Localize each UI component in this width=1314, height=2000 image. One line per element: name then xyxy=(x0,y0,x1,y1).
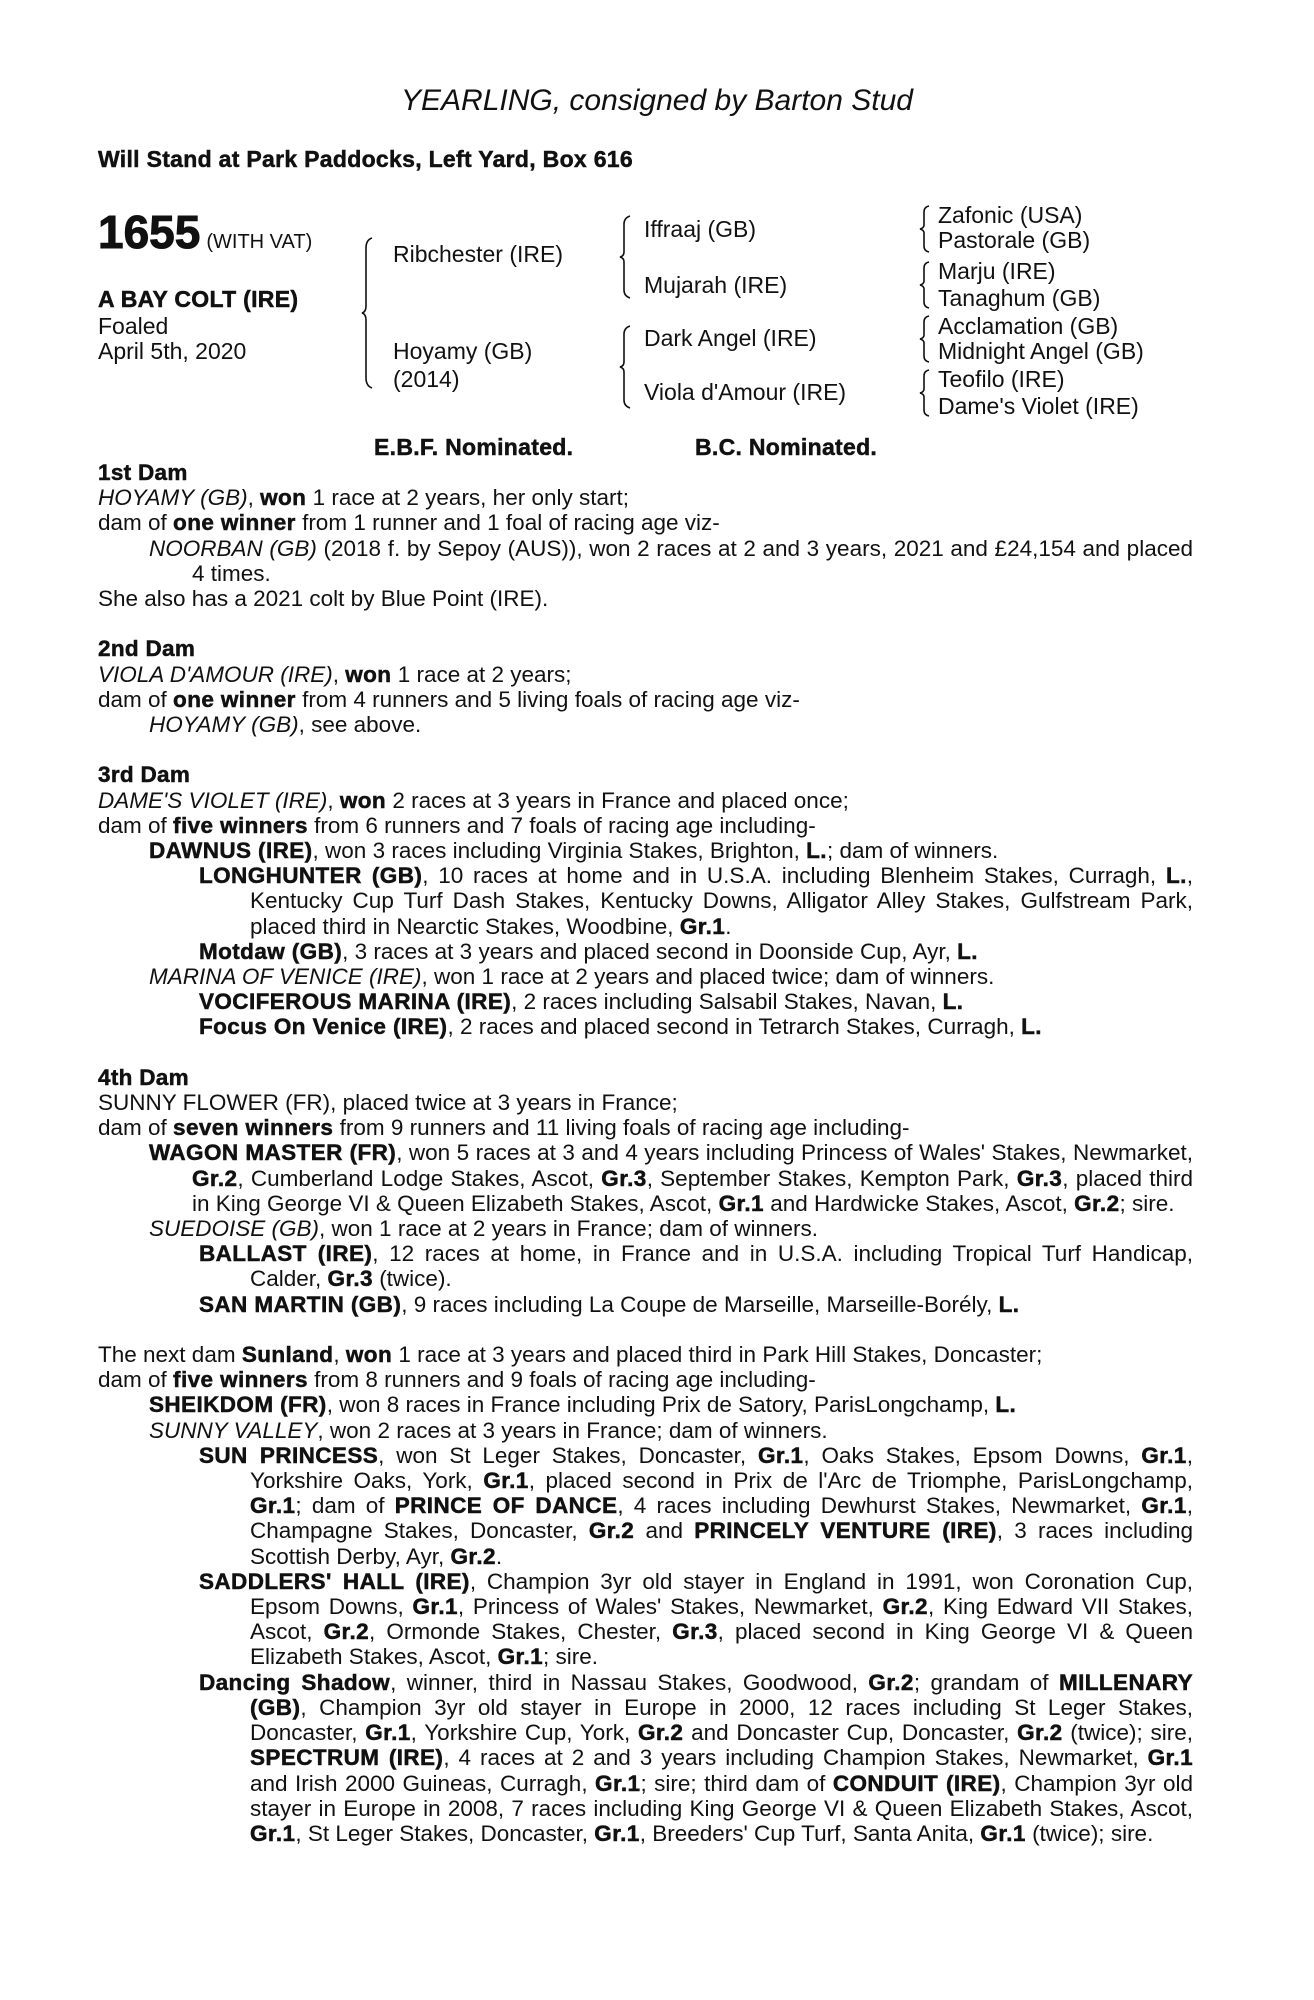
foaled-date: April 5th, 2020 xyxy=(98,338,247,364)
text: , won 1 race at 2 years and placed twice; dam of winners. xyxy=(421,964,995,990)
bold-text: L. xyxy=(995,1392,1017,1418)
bold-text: DAWNUS (IRE) xyxy=(149,838,313,864)
pedigree-entry xyxy=(98,1392,1193,1417)
bold-text: SPECTRUM (IRE) xyxy=(250,1745,444,1771)
text: from 9 runners and 11 living foals of racing age including- xyxy=(333,1115,910,1141)
bold-text: Gr.2 xyxy=(868,1669,914,1695)
bold-text: Gr.1 xyxy=(980,1820,1026,1846)
bold-text: L. xyxy=(1021,1014,1042,1040)
italic-name: HOYAMY (GB) xyxy=(149,712,299,738)
grandsire-paternal: Iffraaj (GB) xyxy=(644,216,757,242)
ancestor-gen3: Zafonic (USA) xyxy=(938,202,1083,228)
text: , won 1 race at 2 years in France; dam of winners. xyxy=(319,1216,819,1242)
text: , winner, third in Nassau Stakes, Goodwood, xyxy=(390,1669,869,1695)
text: , xyxy=(333,1342,346,1368)
bold-text: Gr.1 xyxy=(1141,1442,1187,1468)
text: , 3 races at 3 years and placed second in Doonside Cup, Ayr, xyxy=(342,938,958,964)
text: , King Edward VII Stakes, Ascot, xyxy=(250,1594,1194,1645)
bold-text: Gr.3 xyxy=(327,1266,373,1292)
pedigree-entry xyxy=(98,1292,1193,1317)
text: 1 race at 3 years and placed third in Park Hill Stakes, Doncaster; xyxy=(392,1342,1043,1368)
text: , placed second in Prix de l'Arc de Triomphe, ParisLongchamp, xyxy=(528,1468,1194,1494)
bold-text: five winners xyxy=(173,812,308,838)
text: , Yorkshire Cup, York, xyxy=(410,1720,638,1746)
bold-text: Gr.1 xyxy=(250,1820,296,1846)
bold-text: L. xyxy=(942,989,964,1015)
pedigree-entry xyxy=(98,586,1193,611)
dam-line-details xyxy=(98,460,1193,1846)
pedigree-entry xyxy=(98,838,1193,863)
text: from 1 runner and 1 foal of racing age viz- xyxy=(295,510,720,536)
text: The next dam xyxy=(98,1342,242,1368)
bold-text: Gr.1 xyxy=(250,1493,296,1519)
text: , Princess of Wales' Stakes, Newmarket, xyxy=(457,1594,883,1620)
text: dam of xyxy=(98,510,174,536)
bold-text: won xyxy=(345,1342,393,1368)
text: , Champion 3yr old stayer in England in 1991, won Coronation Cup, Epsom Downs, xyxy=(250,1568,1193,1620)
ancestor-gen3: Marju (IRE) xyxy=(938,258,1056,284)
bold-text: Gr.1 xyxy=(1147,1745,1193,1771)
bold-text: Gr.2 xyxy=(1017,1720,1063,1746)
bold-text: won xyxy=(260,485,307,511)
italic-name: HOYAMY (GB) xyxy=(98,485,248,511)
section-heading xyxy=(98,460,1193,485)
text: , Champion 3yr old stayer in Europe in 2008, 7 races including King George VI & Queen Elizabeth Stakes, Ascot, xyxy=(250,1770,1193,1821)
pedigree-entry xyxy=(98,1140,1193,1216)
text: 1 race at 2 years, her only start; xyxy=(306,485,629,511)
pedigree-entry xyxy=(98,964,1193,989)
ancestor-gen3: Tanaghum (GB) xyxy=(938,285,1101,311)
text: , 12 races at home, in France and in U.S.A. including Tropical Turf Handicap, Calder, xyxy=(250,1241,1193,1292)
text: ; sire. xyxy=(1119,1190,1175,1216)
bold-text: SAN MARTIN (GB) xyxy=(199,1291,402,1317)
spacer xyxy=(98,611,1193,636)
text: and Hardwicke Stakes, Ascot, xyxy=(763,1190,1075,1216)
text: dam of xyxy=(98,1115,174,1141)
bold-text: Gr.2 xyxy=(323,1619,370,1645)
text: , Kentucky Cup Turf Dash Stakes, Kentucky Downs, Alligator Alley Stakes, Gulfstream Park, placed third in Nearctic Stakes, Woodbine, xyxy=(250,863,1193,939)
brace-mujarah xyxy=(920,262,930,308)
pedigree-entry xyxy=(98,1418,1193,1443)
section-heading xyxy=(98,636,1193,661)
bold-text: Gr.1 xyxy=(595,1770,641,1796)
section-heading xyxy=(98,762,1193,787)
bold-text: won xyxy=(345,661,392,687)
bold-text: Gr.1 xyxy=(679,913,726,939)
pedigree-entry xyxy=(98,510,1193,535)
text: (2018 f. by Sepoy (AUS)), won 2 races at 2 and 3 years, 2021 and £24,154 and placed 4 times. xyxy=(192,535,1193,586)
bc-nomination: B.C. Nominated. xyxy=(695,434,878,460)
granddam-maternal: Viola d'Amour (IRE) xyxy=(644,379,847,405)
brace-dark-angel xyxy=(920,316,930,362)
foaled-label: Foaled xyxy=(98,313,169,339)
bold-text: five winners xyxy=(173,1367,308,1393)
dam-year: (2014) xyxy=(393,366,460,392)
pedigree-entry xyxy=(98,662,1193,687)
bold-text: Gr.1 xyxy=(365,1720,411,1746)
bold-text: PRINCELY VENTURE (IRE) xyxy=(694,1518,997,1544)
pedigree-entry xyxy=(98,939,1193,964)
text: . xyxy=(495,1543,503,1569)
text: , Yorkshire Oaks, York, xyxy=(250,1442,1193,1494)
pedigree-entry xyxy=(98,1090,1193,1115)
heading-text: 3rd Dam xyxy=(98,762,191,788)
lot-number xyxy=(98,205,312,259)
pedigree-entry xyxy=(98,1342,1193,1367)
text: , Champion 3yr old stayer in Europe in 2000, 12 races including St Leger Stakes, Doncaster, xyxy=(250,1694,1193,1746)
ancestor-gen3: Acclamation (GB) xyxy=(938,313,1119,339)
pedigree-entry xyxy=(98,989,1193,1014)
heading-text: 1st Dam xyxy=(98,460,188,485)
text: , 10 races at home and in U.S.A. including Blenheim Stakes, Curragh, xyxy=(422,863,1166,889)
italic-name: DAME'S VIOLET (IRE) xyxy=(98,787,328,813)
bold-text: PRINCE OF DANCE xyxy=(394,1493,618,1519)
pedigree-entry xyxy=(98,1216,1193,1241)
text: ; dam of winners. xyxy=(826,838,999,864)
text: 1 race at 2 years; xyxy=(391,661,572,687)
bold-text: Gr.1 xyxy=(718,1190,764,1216)
stand-location: Will Stand at Park Paddocks, Left Yard, Box 616 xyxy=(98,146,633,172)
brace-iffraaj xyxy=(920,206,930,252)
text: , xyxy=(332,661,346,687)
text: , won 3 races including Virginia Stakes, Brighton, xyxy=(312,838,807,864)
pedigree-entry xyxy=(98,813,1193,838)
bold-text: SHEIKDOM (FR) xyxy=(149,1392,327,1418)
text: , placed second in King George VI & Queen Elizabeth Stakes, Ascot, xyxy=(250,1619,1193,1670)
ebf-nomination: E.B.F. Nominated. xyxy=(374,434,574,460)
bold-text: WAGON MASTER (FR) xyxy=(149,1140,397,1166)
text: , 2 races and placed second in Tetrarch Stakes, Curragh, xyxy=(447,1014,1022,1040)
text: and xyxy=(634,1518,695,1544)
bold-text: Gr.2 xyxy=(588,1518,635,1544)
section-heading xyxy=(98,1065,1193,1090)
text: ; sire; third dam of xyxy=(640,1770,833,1796)
dam: Hoyamy (GB) xyxy=(393,338,533,364)
text: , September Stakes, Kempton Park, xyxy=(646,1165,1017,1191)
bold-text: Sunland xyxy=(241,1342,334,1368)
horse-description: A BAY COLT (IRE) xyxy=(98,286,299,312)
bold-text: Gr.2 xyxy=(637,1720,684,1746)
pedigree-entry xyxy=(98,1569,1193,1670)
spacer xyxy=(98,1040,1193,1065)
bold-text: Gr.1 xyxy=(483,1468,529,1494)
sire-line-brace xyxy=(620,216,632,298)
italic-name: NOORBAN (GB) xyxy=(149,535,317,561)
text: , 2 races including Salsabil Stakes, Navan, xyxy=(511,989,943,1015)
ancestor-gen3: Teofilo (IRE) xyxy=(938,366,1065,392)
bold-text: MILLENARY (GB) xyxy=(250,1669,1193,1720)
bold-text: L. xyxy=(957,938,978,964)
sire: Ribchester (IRE) xyxy=(393,241,563,267)
text: from 4 runners and 5 living foals of racing age viz- xyxy=(295,686,800,712)
bold-text: Gr.1 xyxy=(412,1594,458,1620)
pedigree-entry xyxy=(98,1014,1193,1039)
lot-number-value: 1655 xyxy=(98,206,201,258)
pedigree-entry xyxy=(98,1443,1193,1569)
pedigree-entry xyxy=(98,485,1193,510)
grandsire-maternal: Dark Angel (IRE) xyxy=(644,325,817,351)
brace-viola xyxy=(920,370,930,416)
text: , won 2 races at 3 years in France; dam of winners. xyxy=(317,1417,828,1443)
vat-note: (WITH VAT) xyxy=(206,231,313,253)
text: . xyxy=(725,913,732,939)
text: (twice); sire, xyxy=(1062,1720,1193,1746)
pedigree-entry xyxy=(98,536,1193,586)
sire-dam-brace xyxy=(362,238,374,388)
bold-text: Gr.3 xyxy=(672,1619,718,1645)
text: dam of xyxy=(98,812,174,838)
bold-text: Gr.1 xyxy=(497,1644,544,1670)
text: She also has a 2021 colt by Blue Point (IRE). xyxy=(98,586,549,612)
text: , 4 races at 2 and 3 years including Champion Stakes, Newmarket, xyxy=(443,1745,1148,1771)
text: from 6 runners and 7 foals of racing age including- xyxy=(307,812,816,838)
bold-text: Motdaw (GB) xyxy=(199,938,343,964)
text: , Champagne Stakes, Doncaster, xyxy=(250,1493,1194,1544)
bold-text: Gr.1 xyxy=(758,1442,804,1468)
text: , won St Leger Stakes, Doncaster, xyxy=(378,1442,758,1468)
text: and Doncaster Cup, Doncaster, xyxy=(683,1720,1018,1746)
italic-name: VIOLA D'AMOUR (IRE) xyxy=(98,661,333,687)
ancestor-gen3: Dame's Violet (IRE) xyxy=(938,393,1139,419)
catalogue-title: YEARLING, consigned by Barton Stud xyxy=(401,84,913,117)
bold-text: CONDUIT (IRE) xyxy=(832,1770,1001,1796)
text: , 4 races including Dewhurst Stakes, Newmarket, xyxy=(617,1493,1142,1519)
text: , 9 races including La Coupe de Marseille, Marseille-Borély, xyxy=(401,1291,999,1317)
bold-text: L. xyxy=(998,1291,1020,1317)
bold-text: Gr.2 xyxy=(882,1594,928,1620)
text: and Irish 2000 Guineas, Curragh, xyxy=(250,1770,596,1796)
text: , 3 races including Scottish Derby, Ayr, xyxy=(250,1518,1193,1569)
text: SUNNY FLOWER (FR), placed twice at 3 years in France; xyxy=(98,1090,678,1116)
bold-text: Gr.3 xyxy=(601,1165,647,1191)
pedigree-entry xyxy=(98,712,1193,737)
pedigree-entry xyxy=(98,687,1193,712)
spacer xyxy=(98,737,1193,762)
bold-text: Dancing Shadow xyxy=(199,1669,391,1695)
bold-text: won xyxy=(339,787,387,813)
text: ; sire. xyxy=(543,1644,599,1670)
text: , placed third in King George VI & Queen Elizabeth Stakes, Ascot, xyxy=(192,1165,1194,1216)
bold-text: one winner xyxy=(173,686,296,712)
bold-text: Gr.1 xyxy=(594,1820,640,1846)
text: ; grandam of xyxy=(913,1669,1059,1695)
text: , see above. xyxy=(298,712,422,738)
bold-text: Gr.2 xyxy=(1074,1190,1120,1216)
bold-text: Gr.2 xyxy=(192,1165,238,1191)
bold-text: Gr.3 xyxy=(1016,1165,1063,1191)
text: , Oaks Stakes, Epsom Downs, xyxy=(803,1442,1142,1468)
heading-text: 2nd Dam xyxy=(98,636,196,662)
text: , St Leger Stakes, Doncaster, xyxy=(295,1820,595,1846)
pedigree-entry xyxy=(98,1115,1193,1140)
text: from 8 runners and 9 foals of racing age including- xyxy=(307,1367,816,1393)
bold-text: BALLAST (IRE) xyxy=(199,1241,373,1267)
text: , xyxy=(327,787,340,813)
dam-line-brace xyxy=(620,326,632,408)
bold-text: SUN PRINCESS xyxy=(199,1442,379,1468)
text: 2 races at 3 years in France and placed once; xyxy=(386,787,849,813)
ancestor-gen3: Midnight Angel (GB) xyxy=(938,338,1144,364)
italic-name: SUEDOISE (GB) xyxy=(149,1216,320,1242)
pedigree-entry xyxy=(98,1670,1193,1846)
text: , Cumberland Lodge Stakes, Ascot, xyxy=(237,1165,602,1191)
pedigree-entry xyxy=(98,1367,1193,1392)
bold-text: SADDLERS' HALL (IRE) xyxy=(199,1568,470,1594)
pedigree-entry xyxy=(98,863,1193,939)
italic-name: MARINA OF VENICE (IRE) xyxy=(149,964,422,990)
pedigree-entry xyxy=(98,1241,1193,1291)
text: , won 8 races in France including Prix de Satory, ParisLongchamp, xyxy=(326,1392,996,1418)
bold-text: Gr.2 xyxy=(450,1543,496,1569)
text: (twice). xyxy=(372,1266,452,1292)
ancestor-gen3: Pastorale (GB) xyxy=(938,227,1091,253)
pedigree-entry xyxy=(98,788,1193,813)
heading-text: 4th Dam xyxy=(98,1064,189,1090)
bold-text: LONGHUNTER (GB) xyxy=(199,863,423,889)
granddam-paternal: Mujarah (IRE) xyxy=(644,272,788,298)
bold-text: Gr.1 xyxy=(1141,1493,1187,1519)
bold-text: Focus On Venice (IRE) xyxy=(199,1014,448,1040)
text: , Breeders' Cup Turf, Santa Anita, xyxy=(639,1820,981,1846)
bold-text: L. xyxy=(806,838,827,864)
text: ; dam of xyxy=(295,1493,395,1519)
bold-text: seven winners xyxy=(173,1115,334,1141)
text: , Ormonde Stakes, Chester, xyxy=(369,1619,673,1645)
bold-text: L. xyxy=(1165,863,1187,889)
spacer xyxy=(98,1317,1193,1342)
text: , won 5 races at 3 and 4 years including Princess of Wales' Stakes, Newmarket, xyxy=(396,1140,1193,1166)
italic-name: SUNNY VALLEY xyxy=(149,1417,318,1443)
bold-text: one winner xyxy=(173,510,296,536)
bold-text: VOCIFEROUS MARINA (IRE) xyxy=(199,989,512,1015)
text: , xyxy=(247,485,261,511)
text: dam of xyxy=(98,686,174,712)
text: (twice); sire. xyxy=(1025,1820,1154,1846)
text: dam of xyxy=(98,1367,174,1393)
